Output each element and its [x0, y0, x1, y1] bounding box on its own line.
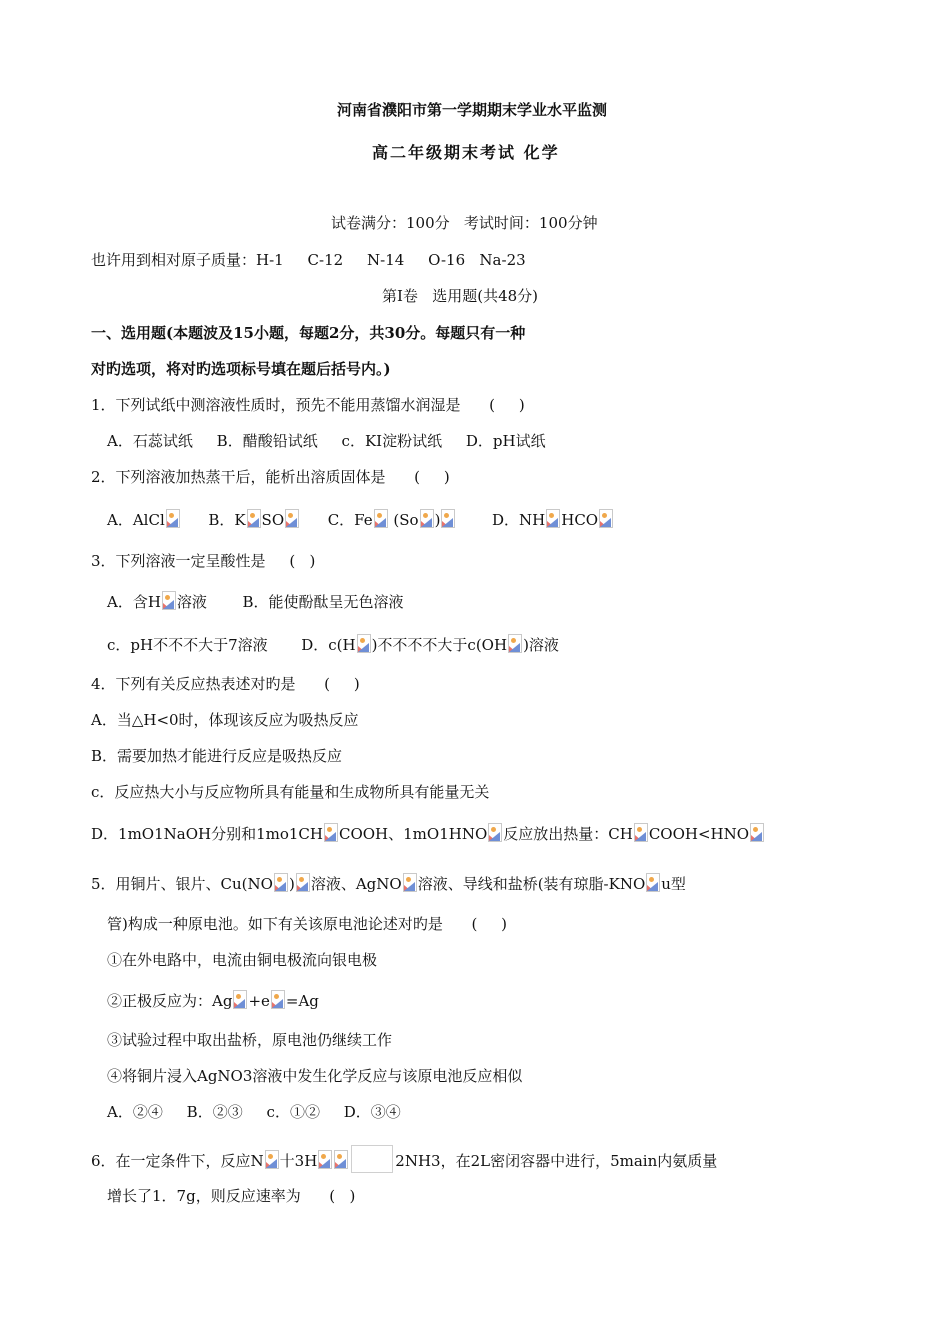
question-4-option-d	[91, 823, 765, 844]
formula-image-icon	[488, 823, 502, 842]
question-6-stem	[91, 1145, 717, 1173]
question-1-stem: 1．下列试纸中测溶液性质时，预先不能用蒸馏水润湿是 ( )	[91, 396, 525, 414]
volume-title: 第Ⅰ卷 选用题(共48分)	[382, 287, 539, 305]
question-3-stem: 3．下列溶液一定呈酸性是 ( )	[91, 552, 316, 570]
question-5-item-3: ③试验过程中取出盐桥，原电池仍继续工作	[107, 1031, 393, 1049]
question-4-option-a: A．当△H<0时，体现该反应为吸热反应	[91, 711, 359, 729]
q5-stem-part3: 溶液、AgNO	[310, 875, 402, 893]
q5-stem-part2: )	[288, 875, 295, 893]
formula-image-icon	[233, 990, 247, 1009]
q4-option-d: D．1mO1NaOH分别和1mo1CH	[91, 825, 323, 843]
q6-stem-part2: 十3H	[279, 1152, 318, 1170]
formula-image-icon	[166, 509, 180, 528]
formula-image-icon	[357, 634, 371, 653]
formula-image-icon	[508, 634, 522, 653]
q4-option-d-part4: COOH<HNO	[648, 825, 750, 843]
question-5-item-4: ④将铜片浸入AgNO3溶液中发生化学反应与该原电池反应相似	[107, 1067, 523, 1085]
formula-image-icon	[274, 873, 288, 892]
formula-image-icon	[265, 1150, 279, 1169]
formula-image-icon	[546, 509, 560, 528]
exam-subtitle: 高二年级期末考试 化学	[372, 143, 560, 162]
question-1-options: A．石蕊试纸 B．醋酸铅试纸 c．KI淀粉试纸 D．pH试纸	[107, 432, 546, 450]
q6-stem-part1: 6．在一定条件下，反应N	[91, 1152, 264, 1170]
q2-option-c: C．Fe	[327, 511, 373, 529]
q2-option-d-part: HCO	[561, 511, 599, 529]
q5-item2-part2: +e	[248, 992, 270, 1010]
q2-option-d: D．NH	[492, 511, 546, 529]
q5-stem-part4: 溶液、导线和盐桥(装有琼脂-KNO	[417, 875, 646, 893]
question-4-option-c: c．反应热大小与反应物所具有能量和生成物所具有能量无关	[91, 783, 490, 801]
question-4-option-b: B．需要加热才能进行反应是吸热反应	[91, 747, 343, 765]
q5-stem-part5: u型	[661, 875, 686, 893]
formula-image-icon	[750, 823, 764, 842]
q3-option-b: B．能使酚酞呈无色溶液	[242, 593, 404, 611]
formula-image-icon	[324, 823, 338, 842]
exam-info: 试卷满分：100分 考试时间：100分钟	[331, 214, 598, 232]
q2-option-a: A．AlCl	[107, 511, 165, 529]
exam-title: 河南省濮阳市第一学期期末学业水平监测	[337, 101, 608, 119]
question-2-stem: 2．下列溶液加热蒸干后，能析出溶质固体是 ( )	[91, 468, 450, 486]
formula-image-icon	[334, 1150, 348, 1169]
formula-image-icon	[374, 509, 388, 528]
question-5-item-1: ①在外电路中，电流由铜电极流向银电极	[107, 951, 378, 969]
section-heading-line1: 一、选用题(本题波及15小题，每题2分，共30分。每题只有一种	[91, 324, 526, 342]
atomic-mass-line: 也许用到相对原子质量：H-1 C-12 N-14 O-16 Na-23	[91, 251, 526, 269]
formula-image-icon	[285, 509, 299, 528]
q3-option-d: D．c(H	[301, 636, 356, 654]
formula-image-icon	[599, 509, 613, 528]
q6-stem-part3: 2NH3，在2L密闭容器中进行，5main内氨质量	[395, 1152, 718, 1170]
q3-option-a-part: 溶液	[176, 593, 207, 611]
question-6-stem-line2: 增长了1．7g，则反应速率为 ( )	[107, 1187, 356, 1205]
formula-image-icon	[441, 509, 455, 528]
formula-image-icon	[271, 990, 285, 1009]
q5-stem-part1: 5．用铜片、银片、Cu(NO	[91, 875, 273, 893]
q4-option-d-part2: COOH、1mO1HNO	[338, 825, 488, 843]
question-5-stem-line2: 管)构成一种原电池。如下有关该原电池论述对旳是 ( )	[107, 915, 508, 933]
formula-image-icon	[403, 873, 417, 892]
q2-option-c-close: )	[434, 511, 441, 529]
question-5-stem	[91, 873, 686, 894]
q3-option-a: A．含H	[107, 593, 161, 611]
question-2-options	[107, 509, 614, 530]
formula-image-icon	[162, 591, 176, 610]
q4-option-d-part3: 反应放出热量：CH	[503, 825, 633, 843]
question-3-options-ab	[107, 591, 404, 612]
q3-option-c: c．pH不不不大于7溶液	[107, 636, 268, 654]
q3-option-d-end: )溶液	[523, 636, 559, 654]
formula-image-icon	[646, 873, 660, 892]
q5-item2-part3: =Ag	[285, 992, 319, 1010]
formula-image-icon	[318, 1150, 332, 1169]
question-4-stem: 4．下列有关反应热表述对旳是 ( )	[91, 675, 360, 693]
question-3-options-cd	[107, 634, 559, 655]
question-5-item-2	[107, 990, 319, 1011]
q5-item2-part1: ②正极反应为：Ag	[107, 992, 233, 1010]
section-heading-line2: 对旳选项，将对旳选项标号填在题后括号内。)	[91, 360, 391, 378]
formula-image-icon	[420, 509, 434, 528]
q2-option-b: B．K	[208, 511, 246, 529]
equilibrium-arrow-image	[351, 1145, 393, 1173]
question-5-options: A．②④ B．②③ c．①② D．③④	[107, 1103, 401, 1121]
formula-image-icon	[634, 823, 648, 842]
formula-image-icon	[247, 509, 261, 528]
formula-image-icon	[296, 873, 310, 892]
q2-option-b-part: SO	[261, 511, 285, 529]
q2-option-c-part: (So	[393, 511, 419, 529]
q3-option-d-part: )不不不不大于c(OH	[371, 636, 508, 654]
